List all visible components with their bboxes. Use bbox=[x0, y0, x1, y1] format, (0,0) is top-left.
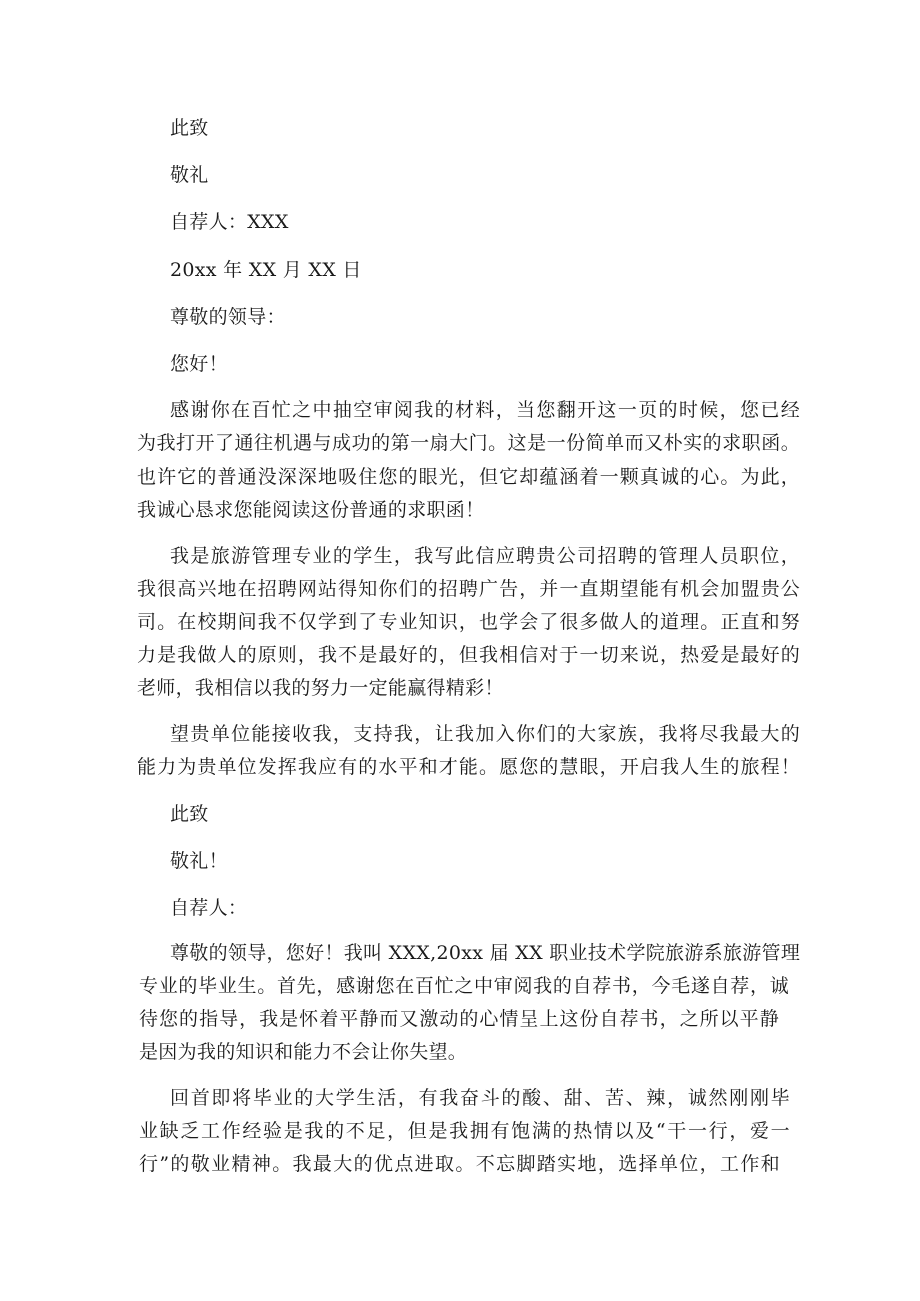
salutation: 尊敬的领导： bbox=[170, 306, 286, 328]
closing-salutation: 此致 bbox=[170, 117, 209, 139]
paragraph-line: 望贵单位能接收我，支持我，让我加入你们的大家族，我将尽我最大的 bbox=[170, 723, 800, 745]
closing-salutation: 此致 bbox=[170, 803, 209, 825]
closing-regards: 敬礼 bbox=[170, 164, 209, 186]
paragraph-line: 感谢你在百忙之中抽空审阅我的材料，当您翻开这一页的时候，您已经 bbox=[170, 399, 800, 421]
paragraph-line: 回首即将毕业的大学生活，有我奋斗的酸、甜、苦、辣，诚然刚刚毕 bbox=[170, 1087, 790, 1109]
paragraph-line: 司。在校期间我不仅学到了专业知识，也学会了很多做人的道理。正直和努 bbox=[137, 611, 800, 633]
signer-line: 自荐人： bbox=[170, 897, 248, 919]
paragraph-line: 力是我做人的原则，我不是最好的，但我相信对于一切来说，热爱是最好的 bbox=[137, 644, 800, 666]
paragraph-line: 我很高兴地在招聘网站得知你们的招聘广告，并一直期望能有机会加盟贵公 bbox=[137, 578, 800, 600]
paragraph-line: 也许它的普通没深深地吸住您的眼光，但它却蕴涵着一颗真诚的心。为此， bbox=[137, 466, 800, 488]
paragraph-line: 为我打开了通往机遇与成功的第一扇大门。这是一份简单而又朴实的求职函。 bbox=[137, 432, 800, 454]
paragraph-line: 能力为贵单位发挥我应有的水平和才能。愿您的慧眼，开启我人生的旅程！ bbox=[137, 756, 800, 778]
signer-line: 自荐人：XXX bbox=[170, 211, 289, 233]
date-line: 20xx 年 XX 月 XX 日 bbox=[170, 259, 362, 281]
paragraph-line: 尊敬的领导，您好！我叫 XXX,20xx 届 XX 职业技术学院旅游系旅游管理 bbox=[170, 942, 801, 964]
closing-regards: 敬礼！ bbox=[170, 850, 228, 872]
paragraph-line: 待您的指导，我是怀着平静而又激动的心情呈上这份自荐书，之所以平静 bbox=[139, 1008, 779, 1030]
paragraph-line: 我诚心恳求您能阅读这份普通的求职函！ bbox=[137, 499, 485, 521]
paragraph-line: 行”的敬业精神。我最大的优点进取。不忘脚踏实地，选择单位，工作和 bbox=[139, 1153, 780, 1175]
paragraph-line: 专业的毕业生。首先，感谢您在百忙之中审阅我的自荐书，今毛遂自荐，诚 bbox=[139, 975, 789, 997]
paragraph-line: 是因为我的知识和能力不会让你失望。 bbox=[139, 1041, 468, 1063]
paragraph-line: 老师，我相信以我的努力一定能赢得精彩！ bbox=[137, 677, 504, 699]
paragraph-line: 我是旅游管理专业的学生，我写此信应聘贵公司招聘的管理人员职位， bbox=[170, 545, 800, 567]
paragraph-line: 业缺乏工作经验是我的不足，但是我拥有饱满的热情以及“干一行，爱一 bbox=[139, 1120, 790, 1142]
greeting: 您好！ bbox=[170, 353, 228, 375]
